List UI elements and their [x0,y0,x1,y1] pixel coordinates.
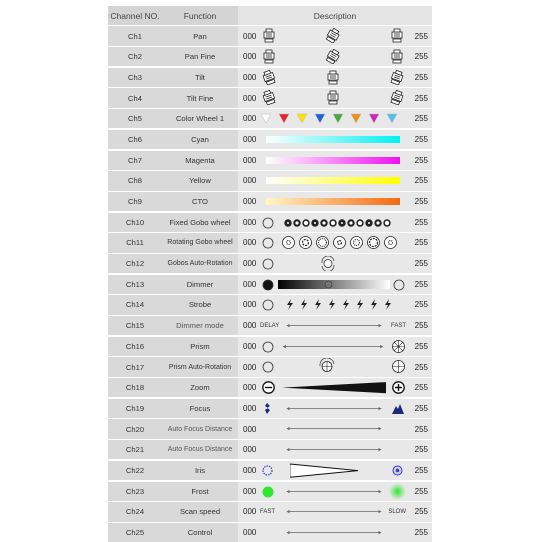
open-circle-icon [262,299,274,311]
table-row [108,151,432,170]
table-row [108,357,432,376]
channel-number: Ch6 [108,130,162,149]
value-min: 000 [243,114,257,124]
description-graphic [260,419,406,438]
tilt-end-icon [390,90,404,105]
table-row [108,109,432,128]
value-min: 000 [243,176,257,186]
tilt-mid-icon [326,70,340,85]
channel-description [238,275,432,294]
gobo-icon [374,219,382,227]
gobo-icon [284,219,292,227]
strobe-icon [286,299,294,310]
channel-description [238,192,432,211]
range-arrow [284,440,384,459]
color-gradient-bar [266,136,400,143]
table-row [108,254,432,273]
channel-number: Ch14 [108,295,162,314]
color-gradient-bar [266,198,400,205]
gobo-icon [302,219,310,227]
description-graphic [260,109,406,128]
value-min: 000 [243,362,257,372]
value-min: 000 [243,403,257,413]
channel-number: Ch7 [108,151,162,170]
channel-function: Dimmer mode [162,316,238,335]
color-dot-icon [314,113,326,124]
tilt-start-icon [262,70,276,85]
table-header [108,6,432,25]
frost-sharp-icon [262,486,274,498]
range-start-label: FAST [260,508,276,515]
channel-number: Ch22 [108,461,162,480]
channel-number: Ch16 [108,337,162,356]
value-min: 000 [243,217,257,227]
channel-function: Gobos Auto-Rotation [162,254,238,273]
table-row [108,502,432,521]
channel-number: Ch24 [108,502,162,521]
header-function: Function [183,10,217,21]
channel-function: Prism Auto-Rotation [162,357,238,376]
description-graphic [260,68,406,87]
range-arrow [284,523,384,542]
description-graphic [260,171,406,190]
value-min: 000 [243,486,257,496]
channel-function: Rotating Gobo wheel [162,233,238,252]
table-row [108,419,432,438]
table-row [108,461,432,480]
zoom-in-icon [392,381,405,394]
channel-number: Ch21 [108,440,162,459]
focus-near-icon [264,403,272,414]
description-graphic [260,88,406,107]
value-max: 255 [414,486,428,496]
description-graphic [260,378,406,397]
table-row [108,399,432,418]
channel-number: Ch19 [108,399,162,418]
color-gradient-bar [266,157,400,164]
table-row [108,482,432,501]
channel-number: Ch11 [108,233,162,252]
open-circle-icon [393,279,405,291]
table-row [108,171,432,190]
channel-number: Ch12 [108,254,162,273]
dimmer-marker-icon [324,280,333,289]
channel-number: Ch5 [108,109,162,128]
value-max: 255 [414,31,428,41]
description-graphic [260,523,406,542]
gobo-icon [338,219,346,227]
pan-mid-icon [326,49,340,64]
gobo-icon [320,219,328,227]
open-circle-icon [262,361,274,373]
channel-number: Ch8 [108,171,162,190]
open-circle-icon [262,237,274,249]
strobe-icon [342,299,350,310]
strobe-icon [384,299,392,310]
gobo-icon [356,219,364,227]
value-max: 255 [414,321,428,331]
iris-wedge [290,461,358,480]
strobe-icon [370,299,378,310]
gobo-icon [350,236,363,249]
color-dot-icon [386,113,398,124]
channel-function: Scan speed [162,502,238,521]
rotation-icon [320,256,336,271]
pan-end-icon [390,28,404,43]
description-graphic [260,130,406,149]
channel-function: Magenta [162,151,238,170]
channel-number: Ch17 [108,357,162,376]
channel-function: Strobe [162,295,238,314]
channel-description [238,461,432,480]
description-graphic [260,151,406,170]
value-min: 000 [243,134,257,144]
description-graphic [260,254,406,273]
channel-description [238,213,432,232]
value-min: 000 [243,445,257,455]
value-min: 000 [243,528,257,538]
color-dot-icon [368,113,380,124]
channel-description [238,109,432,128]
pan-end-icon [390,49,404,64]
channel-number: Ch25 [108,523,162,542]
table-row [108,233,432,252]
channel-description [238,440,432,459]
color-dot-icon [296,113,308,124]
strobe-icon [356,299,364,310]
description-graphic [260,337,406,356]
gobo-icon [293,219,301,227]
range-arrow [284,316,384,335]
description-graphic [260,440,406,459]
value-min: 000 [243,383,257,393]
value-max: 255 [414,72,428,82]
value-max: 255 [414,341,428,351]
range-arrow [284,399,384,418]
value-max: 255 [414,300,428,310]
gobo-icon [384,236,397,249]
description-graphic [260,26,406,45]
value-min: 000 [243,321,257,331]
description-graphic [260,275,406,294]
table-row [108,275,432,294]
tilt-mid-icon [326,90,340,105]
channel-function: Tilt Fine [162,88,238,107]
value-max: 255 [414,424,428,434]
value-min: 000 [243,155,257,165]
channel-description [238,68,432,87]
value-max: 255 [414,279,428,289]
description-graphic [260,233,406,252]
channel-description [238,26,432,45]
channel-function: Pan Fine [162,47,238,66]
value-max: 255 [414,362,428,372]
table-row [108,378,432,397]
description-graphic [260,461,406,480]
pan-start-icon [262,28,276,43]
dimmer-gradient-bar [278,280,390,289]
channel-function: Cyan [162,130,238,149]
tilt-start-icon [262,90,276,105]
strobe-icon [314,299,322,310]
gobo-icon [365,219,373,227]
range-arrow [284,419,384,438]
value-max: 255 [414,93,428,103]
channel-description [238,254,432,273]
value-max: 255 [414,114,428,124]
channel-function: Color Wheel 1 [162,109,238,128]
gobo-icon [367,236,380,249]
value-min: 000 [243,238,257,248]
value-max: 255 [414,259,428,269]
value-max: 255 [414,528,428,538]
value-max: 255 [414,445,428,455]
channel-description [238,399,432,418]
pan-mid-icon [326,28,340,43]
strobe-icon [328,299,336,310]
table-row [108,130,432,149]
value-max: 255 [414,403,428,413]
channel-function: Frost [162,482,238,501]
range-arrow [280,337,386,356]
value-min: 000 [243,31,257,41]
range-arrow [284,502,384,521]
range-start-label: DELAY [260,322,280,329]
table-row [108,192,432,211]
channel-function: Prism [162,337,238,356]
zoom-wedge [282,378,386,397]
value-max: 255 [414,217,428,227]
channel-function: Fixed Gobo wheel [162,213,238,232]
channel-description [238,502,432,521]
value-min: 000 [243,424,257,434]
channel-number: Ch23 [108,482,162,501]
value-max: 255 [414,52,428,62]
value-max: 255 [414,465,428,475]
table-row [108,68,432,87]
value-max: 255 [414,155,428,165]
dmx-channel-table [108,6,432,542]
channel-number: Ch4 [108,88,162,107]
gobo-icon [311,219,319,227]
channel-function: Focus [162,399,238,418]
table-row [108,88,432,107]
tilt-end-icon [390,70,404,85]
open-circle-icon [262,217,274,229]
table-row [108,523,432,542]
open-circle-icon [262,258,274,270]
gobo-icon [299,236,312,249]
channel-number: Ch2 [108,47,162,66]
color-dot-icon [260,113,272,124]
prism-rotation-icon [318,358,336,375]
channel-number: Ch18 [108,378,162,397]
channel-function: Pan [162,26,238,45]
value-min: 000 [243,507,257,517]
header-channel: Channel NO. [110,10,160,21]
focus-far-icon [392,403,404,414]
channel-number: Ch1 [108,26,162,45]
value-max: 255 [414,134,428,144]
gobo-icon [333,236,346,249]
channel-function: Control [162,523,238,542]
table-row [108,26,432,45]
channel-description [238,337,432,356]
header-description: Description [238,6,432,25]
table-row [108,47,432,66]
channel-number: Ch13 [108,275,162,294]
color-dot-icon [332,113,344,124]
value-min: 000 [243,465,257,475]
prism-icon [392,340,405,353]
range-end-label: FAST [390,322,406,329]
value-max: 255 [414,507,428,517]
channel-number: Ch3 [108,68,162,87]
value-min: 000 [243,300,257,310]
table-row [108,316,432,335]
prism-icon [392,360,405,373]
gobo-icon [282,236,295,249]
channel-function: Auto Focus Distance [162,440,238,459]
channel-number: Ch20 [108,419,162,438]
channel-description [238,378,432,397]
channel-description [238,523,432,542]
channel-description [238,130,432,149]
open-circle-icon [262,341,274,353]
channel-function: Auto Focus Distance [162,419,238,438]
channel-number: Ch15 [108,316,162,335]
range-arrow [284,482,384,501]
channel-number: Ch9 [108,192,162,211]
description-graphic [260,399,406,418]
channel-function: Zoom [162,378,238,397]
channel-description [238,316,432,335]
description-graphic [260,295,406,314]
value-max: 255 [414,197,428,207]
strobe-icon [300,299,308,310]
color-dot-icon [350,113,362,124]
channel-description [238,295,432,314]
channel-function: CTO [162,192,238,211]
range-end-label: SLOW [388,508,406,515]
description-graphic [260,357,406,376]
description-graphic [260,316,406,335]
value-max: 255 [414,383,428,393]
description-graphic [260,213,406,232]
table-row [108,440,432,459]
value-min: 000 [243,259,257,269]
value-min: 000 [243,72,257,82]
channel-function: Tilt [162,68,238,87]
table-row [108,213,432,232]
description-graphic [260,502,406,521]
channel-function: Iris [162,461,238,480]
description-graphic [260,47,406,66]
table-body [108,26,432,542]
value-min: 000 [243,341,257,351]
gobo-icon [329,219,337,227]
table-row [108,337,432,356]
closed-circle-icon [262,279,274,291]
channel-description [238,233,432,252]
iris-open-icon [262,465,273,476]
description-graphic [260,482,406,501]
channel-description [238,151,432,170]
color-dot-icon [278,113,290,124]
table-row [108,295,432,314]
channel-description [238,419,432,438]
description-graphic [260,192,406,211]
value-min: 000 [243,93,257,103]
value-min: 000 [243,279,257,289]
gobo-icon [316,236,329,249]
channel-description [238,171,432,190]
channel-description [238,357,432,376]
color-gradient-bar [266,177,400,184]
channel-description [238,47,432,66]
iris-closed-icon [392,465,403,476]
value-min: 000 [243,52,257,62]
channel-description [238,482,432,501]
gobo-icon [383,219,391,227]
frost-soft-icon [389,483,406,500]
value-max: 255 [414,176,428,186]
channel-description [238,88,432,107]
channel-function: Yellow [162,171,238,190]
value-min: 000 [243,197,257,207]
channel-function: Dimmer [162,275,238,294]
zoom-out-icon [262,381,275,394]
value-max: 255 [414,238,428,248]
pan-start-icon [262,49,276,64]
gobo-icon [347,219,355,227]
channel-number: Ch10 [108,213,162,232]
